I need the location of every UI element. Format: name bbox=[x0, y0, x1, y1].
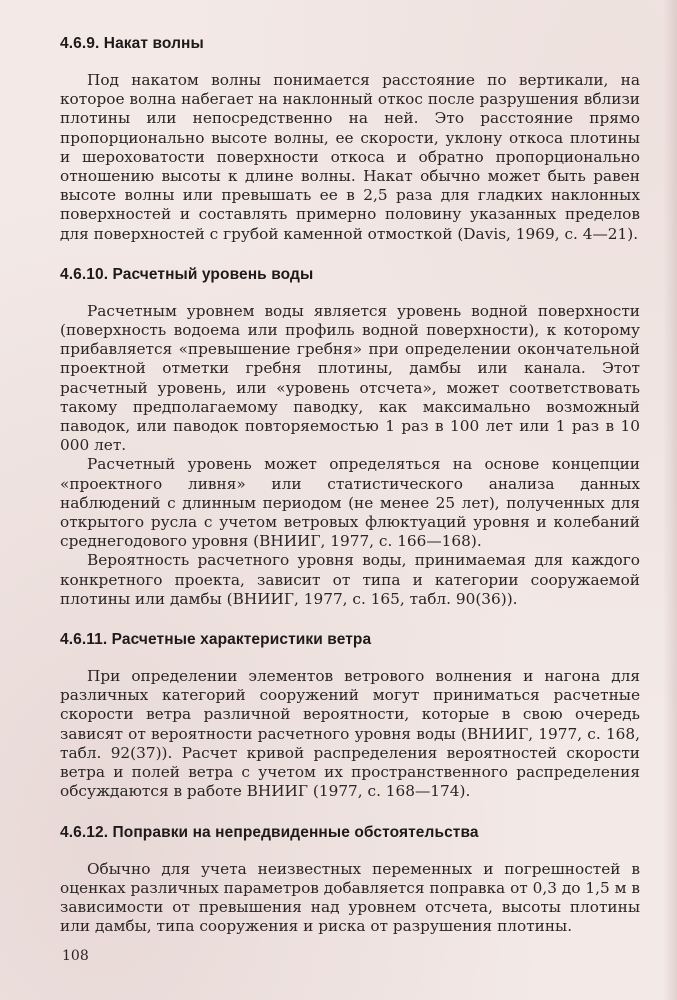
paragraph: Вероятность расчетного уровня воды, принимаемая для каждого конкретного проекта, зависит от типа и категории сооружаемой плотины или дамбы (ВНИИГ, 1977, с. 165, табл. 90(36)). bbox=[60, 551, 640, 608]
paragraph: Под накатом волны понимается расстояние по вертикали, на которое волна набегает на наклонный откос после разрушения вблизи плотины или непосредственно на ней. Это расстояние прямо пропорционально высоте волны, ее скорости, уклону откоса плотины и шероховатости поверхности откоса и обратно пропорционально отношению высоты к длине волны. Накат обычно может быть равен высоте волны или превышать ее в 2,5 раза для гладких наклонных поверхностей и составлять примерно половину указанных пределов для поверхностей с грубой каменной отмосткой (Davis, 1969, с. 4—21). bbox=[60, 71, 640, 243]
paragraph: Расчетный уровень может определяться на основе концепции «проектного ливня» или статистического анализа данных наблюдений с длинным периодом (не менее 25 лет), полученных для открытого русла с учетом ветровых флюктуаций уровня и колебаний среднегодового уровня (ВНИИГ, 1977, с. 166—168). bbox=[60, 455, 640, 551]
section-4-6-10 bbox=[60, 266, 640, 609]
paragraph: Расчетным уровнем воды является уровень водной поверхности (поверхность водоема или профиль водной поверхности), к которому прибавляется «превышение гребня» при определении окончательной проектной отметки гребня плотины, дамбы или канала. Этот расчетный уровень, или «уровень отсчета», может соответствовать такому предполагаемому паводку, как максимально возможный паводок, или паводок повторяемостью 1 раз в 100 лет или 1 раз в 10 000 лет. bbox=[60, 301, 640, 455]
page-number: 108 bbox=[62, 948, 89, 964]
section-4-6-11 bbox=[60, 631, 640, 801]
section-heading: 4.6.11. Расчетные характеристики ветра bbox=[60, 631, 372, 649]
section-4-6-12 bbox=[60, 824, 640, 937]
paragraph: При определении элементов ветрового волнения и нагона для различных категорий сооружений могут приниматься расчетные скорости ветра различной вероятности, которые в свою очередь зависят от вероятности расчетного уровня воды (ВНИИГ, 1977, с. 168, табл. 92(37)). Расчет кривой распределения вероятностей скорости ветра и полей ветра с учетом их пространственного распределения обсуждаются в работе ВНИИГ (1977, с. 168—174). bbox=[60, 667, 640, 801]
section-heading: 4.6.10. Расчетный уровень воды bbox=[60, 265, 314, 283]
paragraph: Обычно для учета неизвестных переменных и погрешностей в оценках различных параметров добавляется поправка от 0,3 до 1,5 м в зависимости от превышения над уровнем отсчета, высоты плотины или дамбы, типа сооружения и риска от разрушения плотины. bbox=[60, 859, 640, 936]
section-heading: 4.6.12. Поправки на непредвиденные обстоятельства bbox=[60, 823, 479, 841]
page-content bbox=[60, 35, 640, 958]
section-4-6-9 bbox=[60, 35, 640, 244]
section-heading: 4.6.9. Накат волны bbox=[60, 35, 204, 52]
